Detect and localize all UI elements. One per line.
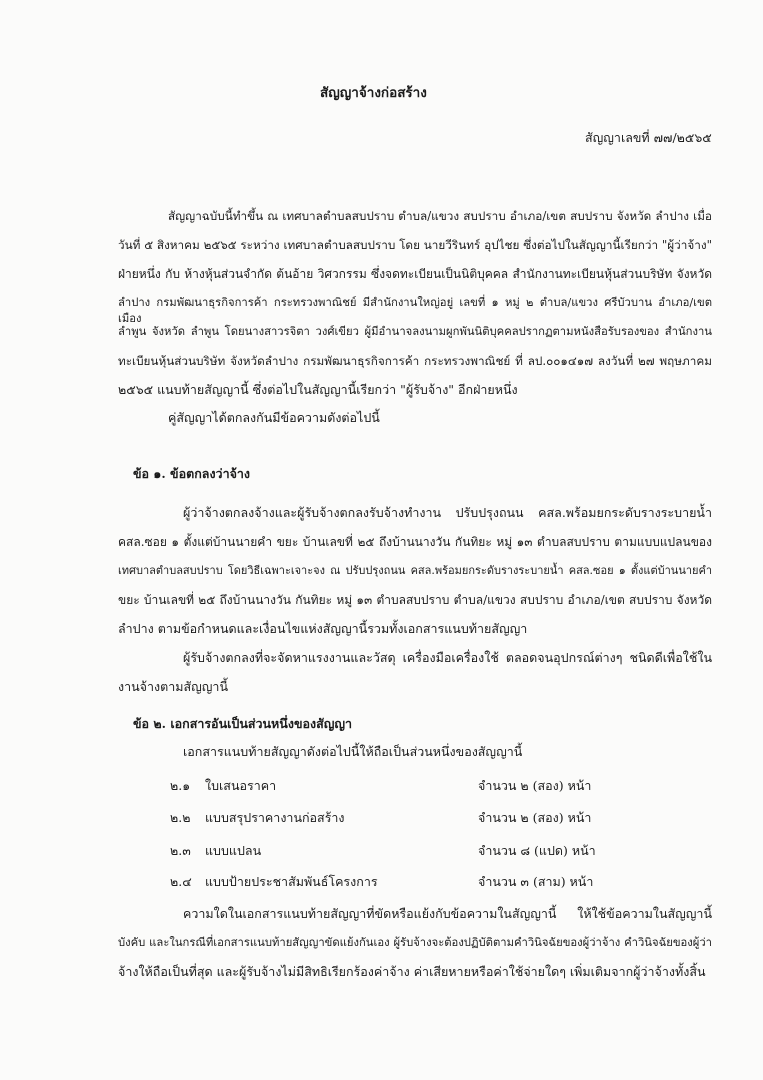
text-line: ทะเบียนหุ้นส่วนบริษัท จังหวัดลำปาง กรมพัฒนาธุรกิจการค้า กระทรวงพาณิชย์ ที่ ลป.๐๐๑๔๑๗ ลงวันที่ ๒๗ พฤษภาคม <box>118 354 712 368</box>
attachment-name: แบบป้ายประชาสัมพันธ์โครงการ <box>205 874 378 889</box>
attachment-page-count: จำนวน ๓ (สาม) หน้า <box>478 874 594 889</box>
section-1-heading: ข้อ ๑. ข้อตกลงว่าจ้าง <box>133 466 251 481</box>
attachment-page-count: จำนวน ๒ (สอง) หน้า <box>478 778 592 793</box>
text-line: งานจ้างตามสัญญานี้ <box>118 679 228 694</box>
text-line: ลำปาง กรมพัฒนาธุรกิจการค้า กระทรวงพาณิชย์ มีสำนักงานใหญ่อยู่ เลขที่ ๑ หมู่ ๒ ตำบล/แขวง ศรีบัวบาน อำเภอ/เขต เมือง <box>118 296 712 325</box>
contract-number: สัญญาเลขที่ ๗๗/๒๕๖๕ <box>585 130 712 145</box>
text-line: คสล.ซอย ๑ ตั้งแต่บ้านนายคำ ขยะ บ้านเลขที่ ๒๕ ถึงบ้านนางวัน กันทิยะ หมู่ ๑๓ ตำบลสบปราบ ตามแบบแปลนของ <box>118 535 712 549</box>
text-line: จ้างให้ถือเป็นที่สุด และผู้รับจ้างไม่มีสิทธิเรียกร้องค่าจ้าง ค่าเสียหายหรือค่าใช้จ่ายใดๆ เพิ่มเติมจากผู้ว่าจ้างทั้งสิ้น <box>118 964 706 979</box>
attachment-page-count: จำนวน ๒ (สอง) หน้า <box>478 810 592 825</box>
section-2-intro: เอกสารแนบท้ายสัญญาดังต่อไปนี้ให้ถือเป็นส่วนหนึ่งของสัญญานี้ <box>183 744 523 759</box>
text-line: ลำปาง ตามข้อกำหนดและเงื่อนไขแห่งสัญญานี้รวมทั้งเอกสารแนบท้ายสัญญา <box>118 621 528 636</box>
text-line: วันที่ ๕ สิงหาคม ๒๕๖๕ ระหว่าง เทศบาลตำบลสบปราบ โดย นายวีรินทร์ อุปไชย ซึ่งต่อไปในสัญญานี้เรียกว่า "ผู้ว่าจ้าง" <box>118 238 712 252</box>
attachment-number: ๒.๔ <box>170 874 192 889</box>
attachment-number: ๒.๓ <box>170 843 191 858</box>
text-line: ลำพูน จังหวัด ลำพูน โดยนางสาวรจิตา วงศ์เขียว ผู้มีอำนาจลงนามผูกพันนิติบุคคลปรากฏตามหนังสือรับรองของ สำนักงาน <box>118 325 712 338</box>
attachment-name: แบบสรุปราคางานก่อสร้าง <box>205 810 345 825</box>
text-line: ผู้รับจ้างตกลงที่จะจัดหาแรงงานและวัสดุ เครื่องมือเครื่องใช้ ตลอดจนอุปกรณ์ต่างๆ ชนิดดีเพื่อใช้ใน <box>183 650 712 665</box>
attachment-number: ๒.๒ <box>170 810 191 825</box>
text-line: ขยะ บ้านเลขที่ ๒๕ ถึงบ้านนางวัน กันทิยะ หมู่ ๑๓ ตำบลสบปราบ ตำบล/แขวง สบปราบ อำเภอ/เขต สบปราบ จังหวัด <box>118 593 712 607</box>
attachment-name: แบบแปลน <box>205 843 262 858</box>
text-line: สัญญาฉบับนี้ทำขึ้น ณ เทศบาลตำบลสบปราบ ตำบล/แขวง สบปราบ อำเภอ/เขต สบปราบ จังหวัด ลำปาง เมื่อ <box>168 209 712 223</box>
text-line: ฝ่ายหนึ่ง กับ ห้างหุ้นส่วนจำกัด ต้นอ้าย วิศวกรรม ซึ่งจดทะเบียนเป็นนิติบุคคล สำนักงานทะเบียนหุ้นส่วนบริษัท จังหวัด <box>118 267 712 281</box>
agreement-line: คู่สัญญาได้ตกลงกันมีข้อความดังต่อไปนี้ <box>168 410 380 425</box>
attachment-page-count: จำนวน ๘ (แปด) หน้า <box>478 843 596 858</box>
text-line: ๒๕๖๕ แนบท้ายสัญญานี้ ซึ่งต่อไปในสัญญานี้เรียกว่า "ผู้รับจ้าง" อีกฝ่ายหนึ่ง <box>118 382 518 397</box>
attachment-name: ใบเสนอราคา <box>205 778 277 793</box>
text-line: ความใดในเอกสารแนบท้ายสัญญาที่ขัดหรือแย้งกับข้อความในสัญญานี้ ให้ใช้ข้อความในสัญญานี้ <box>183 906 712 921</box>
text-line: ผู้ว่าจ้างตกลงจ้างและผู้รับจ้างตกลงรับจ้างทำงาน ปรับปรุงถนน คสล.พร้อมยกระดับรางระบายน้ำ <box>183 505 712 520</box>
text-line: บังคับ และในกรณีที่เอกสารแนบท้ายสัญญาขัดแย้งกันเอง ผู้รับจ้างจะต้องปฏิบัติตามคำวินิจฉัยของผู้ว่าจ้าง คำวินิจฉัยของผู้ว่า <box>118 936 712 949</box>
section-2-heading: ข้อ ๒. เอกสารอันเป็นส่วนหนึ่งของสัญญา <box>133 716 353 731</box>
attachment-number: ๒.๑ <box>170 778 191 793</box>
document-title: สัญญาจ้างก่อสร้าง <box>320 85 427 101</box>
text-line: เทศบาลตำบลสบปราบ โดยวิธีเฉพาะเจาะจง ณ ปรับปรุงถนน คสล.พร้อมยกระดับรางระบายน้ำ คสล.ซอย ๑ ตั้งแต่บ้านนายคำ <box>118 564 712 577</box>
